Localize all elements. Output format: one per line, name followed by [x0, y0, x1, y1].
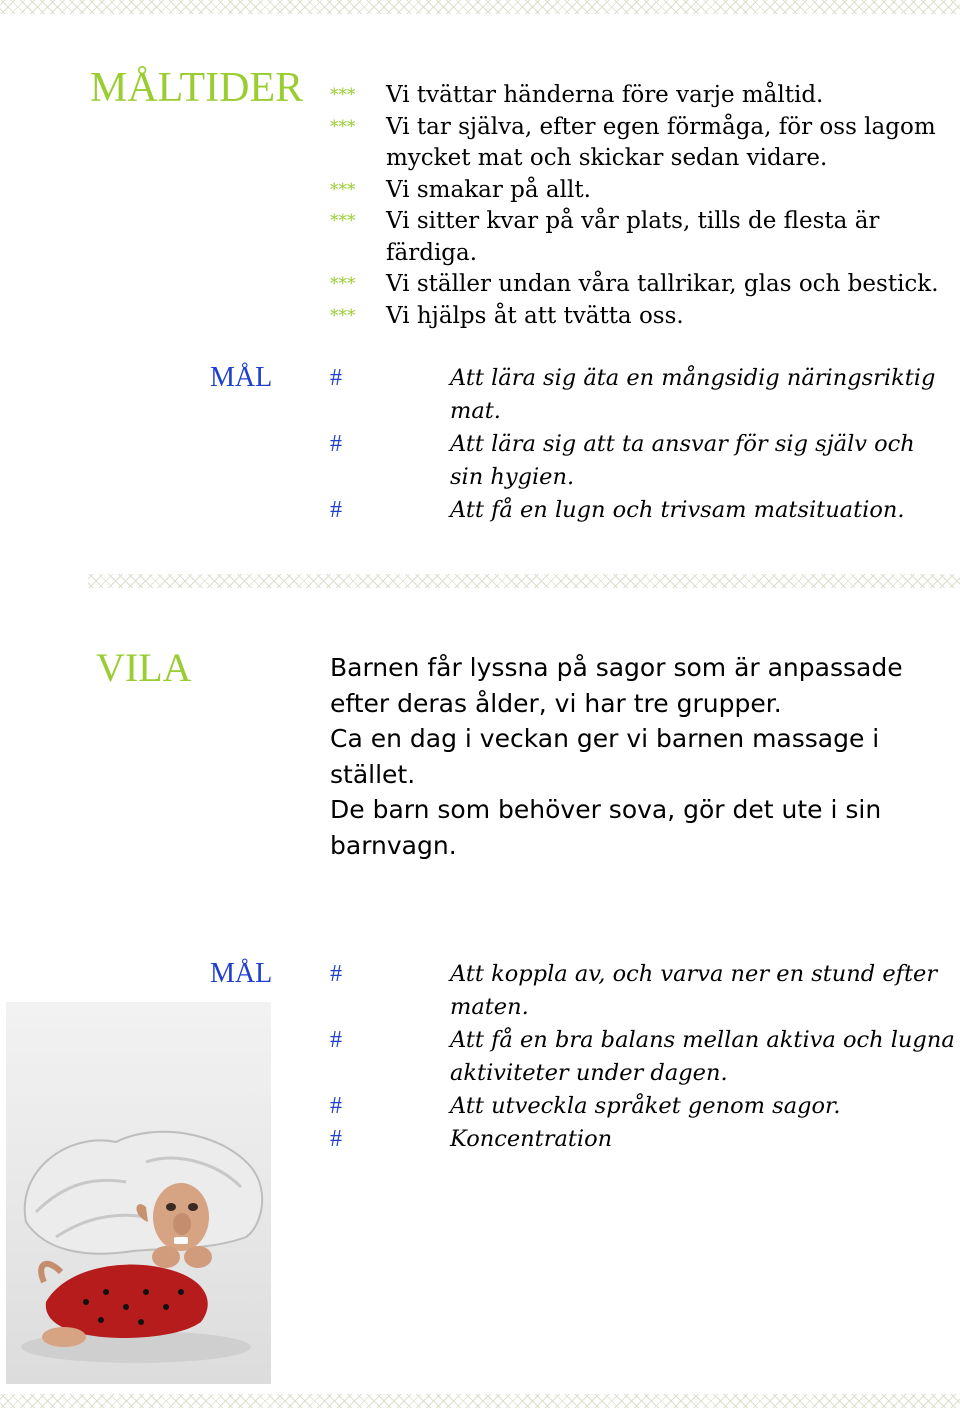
goal-item: # Att få en bra balans mellan aktiva och lugna aktiviteter under dagen. — [330, 1024, 955, 1090]
bullet-hash: # — [330, 1093, 342, 1119]
bullet-stars: *** — [330, 274, 356, 294]
decorative-border-bottom — [0, 1394, 960, 1408]
goal-item: # Att lära sig att ta ansvar för sig själv och sin hygien. — [330, 428, 955, 494]
decorative-border-top — [0, 0, 960, 14]
bullet-stars: *** — [330, 85, 356, 105]
rest-paragraph: Barnen får lyssna på sagor som är anpassade efter deras ålder, vi har tre grupper. — [330, 653, 903, 718]
meal-rules-list — [330, 80, 950, 332]
list-item: *** Vi sitter kvar på vår plats, tills de flesta är färdiga. — [330, 208, 880, 266]
meal-goal-label: MÅL — [210, 362, 273, 393]
decorative-border-middle — [88, 574, 960, 588]
list-item: *** Vi smakar på allt. — [330, 175, 950, 207]
list-item: *** Vi tar själva, efter egen förmåga, för oss lagom mycket mat och skickar sedan vidare. — [330, 113, 936, 171]
bullet-hash: # — [330, 961, 342, 987]
list-item: *** Vi hjälps åt att tvätta oss. — [330, 301, 950, 333]
meal-section-title: MÅLTIDER — [90, 65, 304, 111]
bullet-stars: *** — [330, 116, 356, 137]
bullet-stars: *** — [330, 211, 356, 231]
rest-section-title: VILA — [96, 645, 192, 690]
bullet-hash: # — [330, 431, 342, 457]
meal-goals-list — [330, 362, 955, 527]
rest-goals-list — [330, 958, 955, 1156]
bullet-hash: # — [330, 365, 342, 391]
goal-item: # Att utveckla språket genom sagor. — [330, 1090, 955, 1123]
bullet-stars: *** — [330, 179, 356, 200]
troll-doll-illustration — [6, 1002, 271, 1384]
bullet-hash: # — [330, 1027, 342, 1053]
list-item: *** Vi ställer undan våra tallrikar, glas och bestick. — [330, 269, 950, 301]
goal-item: # Att få en lugn och trivsam matsituation. — [330, 494, 955, 527]
goal-item: # Koncentration — [330, 1123, 955, 1156]
goal-item: # Att lära sig äta en mångsidig näringsriktig mat. — [330, 362, 955, 428]
bullet-stars: *** — [330, 305, 356, 326]
list-item: *** Vi tvättar händerna före varje måltid. — [330, 80, 950, 112]
bullet-hash: # — [330, 497, 342, 523]
bullet-hash: # — [330, 1126, 342, 1152]
rest-paragraph: Ca en dag i veckan ger vi barnen massage i stället. — [330, 724, 880, 789]
rest-goal-label: MÅL — [210, 958, 273, 989]
rest-description — [330, 650, 950, 863]
goal-item: # Att koppla av, och varva ner en stund efter maten. — [330, 958, 955, 1024]
rest-paragraph: De barn som behöver sova, gör det ute i sin barnvagn. — [330, 795, 882, 860]
troll-doll-photo — [6, 1002, 271, 1384]
